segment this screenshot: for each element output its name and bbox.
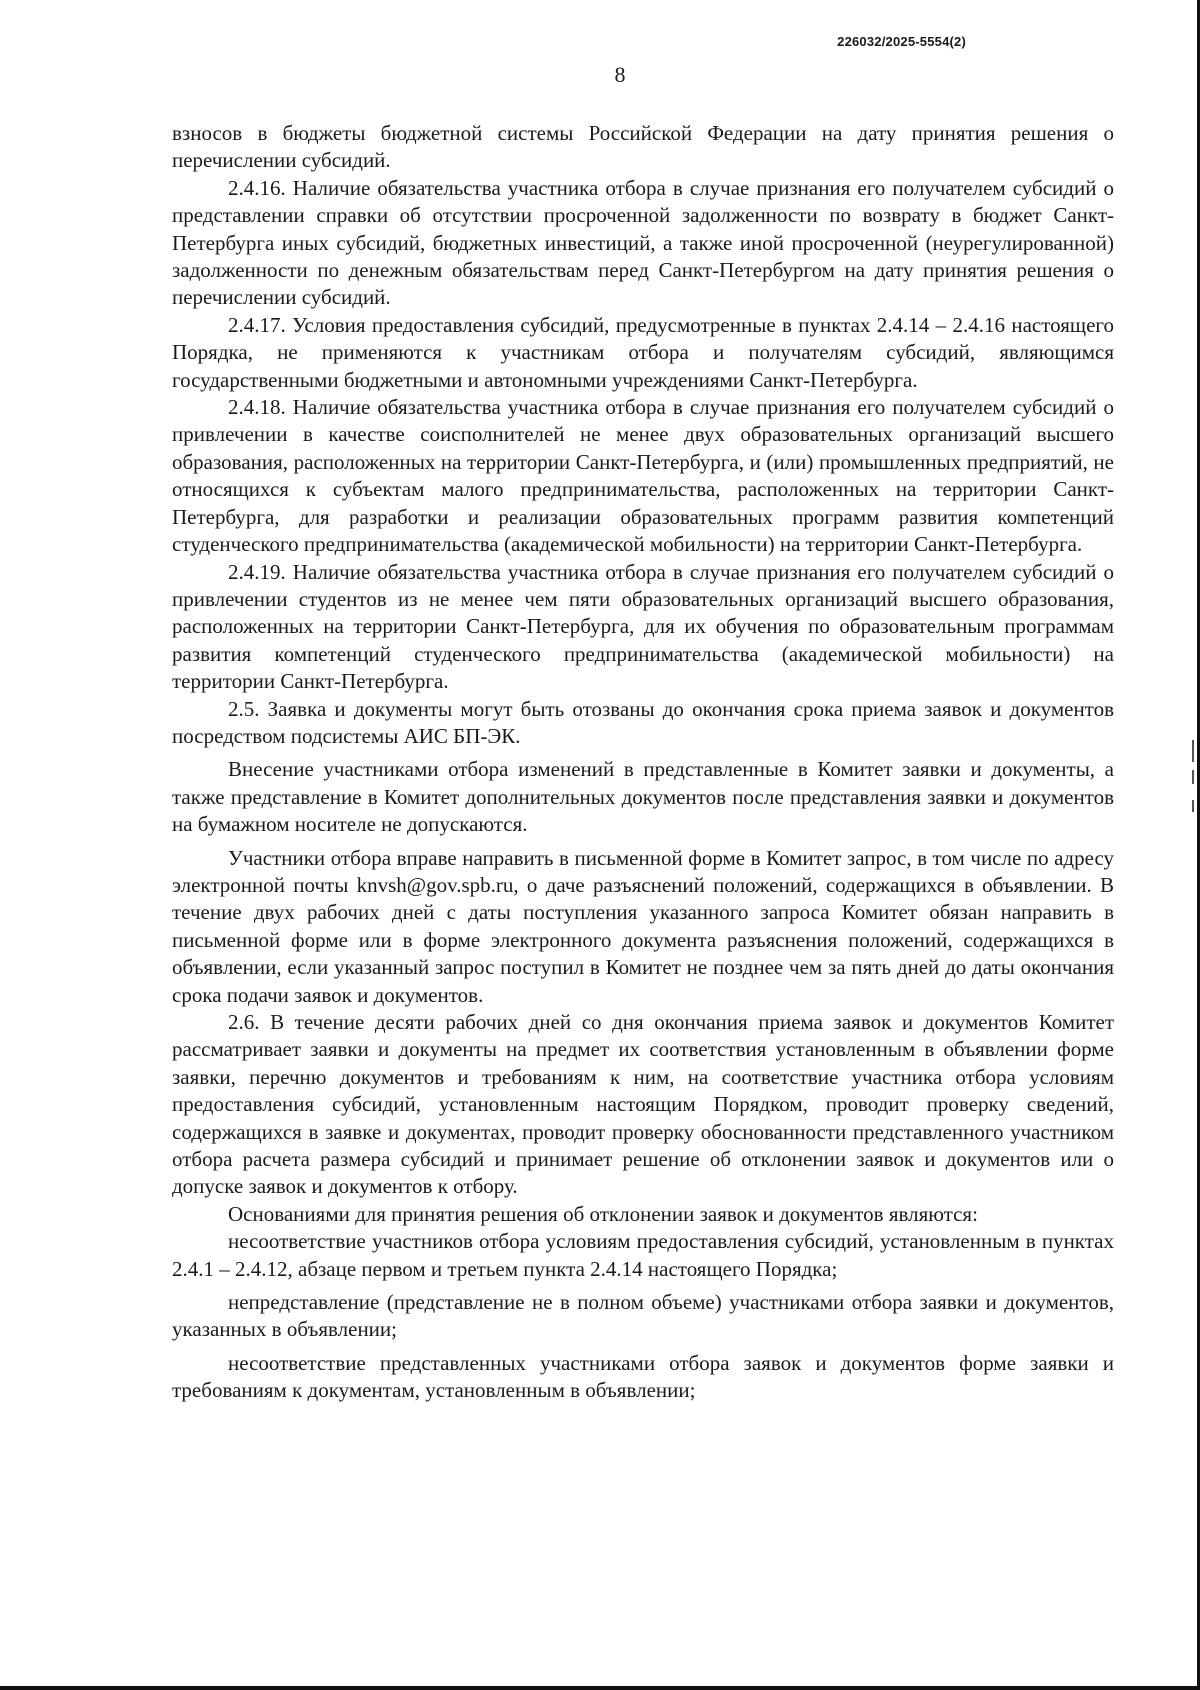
document-registration-number: 226032/2025-5554(2) xyxy=(837,34,966,49)
scan-artifact-mark xyxy=(1192,800,1194,812)
paragraph-2-4-19: 2.4.19. Наличие обязательства участника отбора в случае признания его получателем субсидий о привлечении студентов из не менее чем пяти образовательных организаций высшего образования, расположенных на территории Санкт-Петербурга, для их обучения по образовательным программам развития компетенций студенческого предпринимательства (академической мобильности) на территории Санкт-Петербурга. xyxy=(172,559,1114,694)
paragraph-rejection-grounds: Основаниями для принятия решения об отклонении заявок и документов являются: xyxy=(228,1201,978,1226)
paragraph-2-5: 2.5. Заявка и документы могут быть отозваны до окончания срока приема заявок и документов посредством подсистемы АИС БП-ЭК. xyxy=(172,696,1114,748)
scan-artifact-mark xyxy=(1192,770,1194,784)
scan-artifact-mark xyxy=(1192,740,1194,762)
paragraph-2-4-17: 2.4.17. Условия предоставления субсидий, предусмотренные в пунктах 2.4.14 – 2.4.16 настоящего Порядка, не применяются к участникам отбора и получателям субсидий, являющимся государственными бюджетными и автономными учреждениями Санкт-Петербурга. xyxy=(172,312,1114,392)
page-number: 8 xyxy=(614,62,626,87)
scan-edge-bottom xyxy=(0,1686,1200,1690)
list-item-rejection-missing-documents: непредставление (представление не в полном объеме) участниками отбора заявки и документов, указанных в объявлении; xyxy=(172,1290,1114,1342)
document-body xyxy=(172,120,1114,1405)
paragraph-changes-not-allowed: Внесение участниками отбора изменений в представленные в Комитет заявки и документы, а также представление в Комитет дополнительных документов после представления заявки и документов на бумажном носителе не допускаются. xyxy=(172,757,1114,837)
list-item-rejection-conditions: несоответствие участников отбора условиям предоставления субсидий, установленным в пунктах 2.4.1 – 2.4.12, абзаце первом и третьем пункта 2.4.14 настоящего Порядка; xyxy=(172,1229,1114,1281)
list-item-rejection-form-mismatch: несоответствие представленных участниками отбора заявок и документов форме заявки и требованиям к документам, установленным в объявлении; xyxy=(172,1350,1114,1403)
paragraph-2-6: 2.6. В течение десяти рабочих дней со дня окончания приема заявок и документов Комитет рассматривает заявки и документы на предмет их соответствия установленным в объявлении форме заявки, перечню документов и требованиям к ним, на соответствие участника отбора условиям предоставления субсидий, установленным настоящим Порядком, проводит проверку сведений, содержащихся в заявке и документах, проводит проверку обоснованности представленного участником отбора расчета размера субсидий и принимает решение об отклонении заявок и документов или о допуске заявок и документов к отбору. xyxy=(172,1010,1114,1199)
paragraph-2-4-16: 2.4.16. Наличие обязательства участника отбора в случае признания его получателем субсидий о представлении справки об отсутствии просроченной задолженности по возврату в бюджет Санкт-Петербурга иных субсидий, бюджетных инвестиций, а также иной просроченной (неурегулированной) задолженности по денежным обязательствам перед Санкт-Петербургом на дату принятия решения о перечислении субсидий. xyxy=(172,175,1114,310)
paragraph-clarification-request: Участники отбора вправе направить в письменной форме в Комитет запрос, в том числе по адресу электронной почты knvsh@gov.spb.ru, о даче разъяснений положений, содержащихся в объявлении. В течение двух рабочих дней с даты поступления указанного запроса Комитет обязан направить в письменной форме или в форме электронного документа разъяснения положений, содержащихся в объявлении, если указанный запрос поступил в Комитет не позднее чем за пять дней до даты окончания срока подачи заявок и документов. xyxy=(172,845,1114,1007)
paragraph-2-4-18: 2.4.18. Наличие обязательства участника отбора в случае признания его получателем субсидий о привлечении в качестве соисполнителей не менее двух образовательных организаций высшего образования, расположенных на территории Санкт-Петербурга, и (или) промышленных предприятий, не относящихся к субъектам малого предпринимательства, расположенных на территории Санкт-Петербурга, для разработки и реализации образовательных программ развития компетенций студенческого предпринимательства (академической мобильности) на территории Санкт-Петербурга. xyxy=(172,395,1114,557)
paragraph-continuation: взносов в бюджеты бюджетной системы Российской Федерации на дату принятия решения о перечислении субсидий. xyxy=(172,121,1114,173)
